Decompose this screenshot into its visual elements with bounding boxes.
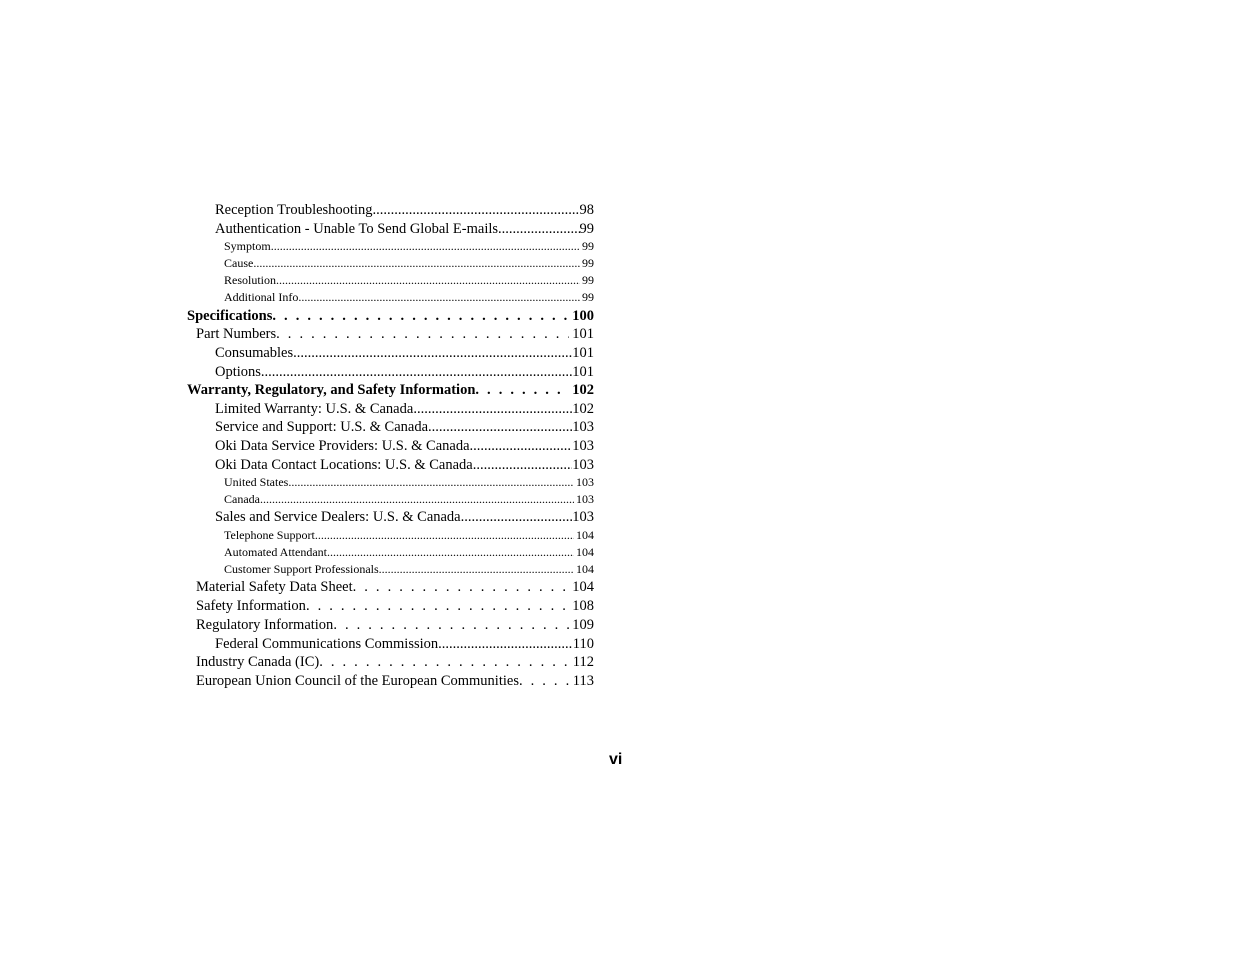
dot-leader [353,578,570,597]
dot-leader [461,508,573,527]
toc-entry[interactable] [187,363,594,382]
dot-leader [253,255,580,272]
toc-entry[interactable] [187,344,594,363]
toc-entry-page: 101 [572,363,594,380]
toc-entry-title: Additional Info [224,290,299,305]
dot-leader [276,325,569,344]
dot-leader [519,672,570,691]
dot-leader [261,363,572,382]
toc-entry[interactable] [187,381,594,400]
toc-entry-title: Oki Data Contact Locations: U.S. & Canada [215,456,473,473]
dot-leader [413,400,572,419]
toc-entry-title: Authentication - Unable To Send Global E-mails [215,220,499,237]
toc-entry-title: Limited Warranty: U.S. & Canada [215,400,414,417]
toc-entry-title: Telephone Support [224,527,315,542]
toc-entry-page: 103 [572,456,594,473]
toc-entry-title: Symptom [224,239,271,254]
toc-entry-page: 99 [582,273,594,288]
toc-entry-title: Consumables [215,344,294,361]
toc-entry-title: Specifications [187,307,273,324]
toc-entry-page: 103 [576,492,594,507]
dot-leader [498,220,579,239]
toc-entry-page: 104 [572,579,594,596]
toc-entry[interactable] [187,418,594,437]
toc-entry-title: Automated Attendant [224,544,327,559]
toc-entry[interactable] [187,220,594,239]
toc-entry-page: 100 [572,307,594,324]
dot-leader [272,307,569,326]
table-of-contents [187,201,594,691]
toc-entry-page: 110 [572,635,594,652]
toc-entry[interactable] [187,289,594,306]
toc-entry-title: Reception Troubleshooting [215,202,373,218]
toc-entry-page: 99 [582,239,594,254]
dot-leader [298,289,580,306]
toc-entry-page: 103 [576,475,594,490]
toc-entry-page: 102 [572,382,594,399]
toc-entry-page: 104 [576,544,594,559]
dot-leader [379,561,574,578]
toc-entry-page: 103 [572,419,594,436]
toc-entry[interactable] [187,491,594,508]
toc-entry-title: Options [215,363,261,380]
toc-entry-page: 102 [572,400,594,417]
toc-entry-title: Safety Information [196,597,306,614]
toc-entry[interactable] [187,616,594,635]
dot-leader [293,344,572,363]
dot-leader [315,527,574,544]
dot-leader [276,272,580,289]
toc-entry[interactable] [187,201,594,220]
toc-entry-title: Canada [224,492,260,507]
dot-leader [319,653,570,672]
toc-entry[interactable] [187,272,594,289]
toc-entry-title: Service and Support: U.S. & Canada [215,419,429,436]
toc-entry-title: Regulatory Information [196,616,334,633]
toc-entry-page: 99 [582,290,594,305]
toc-entry-title: European Union Council of the European Communities [196,672,519,689]
toc-entry-title: Federal Communications Commission [215,635,439,652]
dot-leader [470,437,573,456]
dot-leader [327,544,574,561]
toc-entry-title: Sales and Service Dealers: U.S. & Canada [215,509,461,526]
toc-entry-page: 98 [579,202,594,218]
toc-entry-title: Material Safety Data Sheet [196,579,353,596]
toc-entry-page: 109 [572,616,594,633]
toc-entry[interactable] [187,635,594,654]
toc-entry[interactable] [187,578,594,597]
toc-entry[interactable] [187,672,594,691]
dot-leader [271,238,580,255]
toc-entry-title: Part Numbers [196,326,277,343]
toc-entry-page: 113 [572,672,594,689]
dot-leader [306,597,569,616]
dot-leader [333,616,569,635]
toc-entry-page: 101 [572,344,594,361]
toc-entry-title: Cause [224,256,254,271]
page-number: vi [609,751,623,768]
toc-entry[interactable] [187,544,594,561]
toc-entry[interactable] [187,456,594,475]
dot-leader [438,635,573,654]
toc-entry[interactable] [187,653,594,672]
toc-entry[interactable] [187,508,594,527]
toc-entry-page: 103 [572,509,594,526]
toc-entry[interactable] [187,527,594,544]
toc-entry[interactable] [187,400,594,419]
toc-entry-page: 108 [572,597,594,614]
toc-entry[interactable] [187,255,594,272]
toc-entry[interactable] [187,307,594,326]
toc-entry-page: 99 [582,256,594,271]
dot-leader [373,201,580,220]
toc-entry[interactable] [187,474,594,491]
toc-entry-page: 104 [576,527,594,542]
toc-entry[interactable] [187,561,594,578]
toc-entry-title: Resolution [224,273,277,288]
toc-entry-page: 99 [579,220,594,237]
toc-entry-page: 104 [576,562,594,577]
toc-entry[interactable] [187,437,594,456]
toc-entry-page: 103 [572,437,594,454]
dot-leader [260,491,574,508]
dot-leader [288,474,574,491]
toc-entry[interactable] [187,597,594,616]
toc-entry-page: 101 [572,326,594,343]
toc-entry-title: Oki Data Service Providers: U.S. & Canada [215,437,470,454]
toc-entry-page: 112 [572,654,594,671]
dot-leader [428,418,572,437]
dot-leader [475,381,569,400]
toc-entry-title: United States [224,475,289,490]
toc-entry[interactable] [187,325,594,344]
dot-leader [473,456,573,475]
toc-entry-title: Customer Support Professionals [224,562,379,577]
toc-entry-title: Warranty, Regulatory, and Safety Information [187,382,476,399]
toc-entry[interactable] [187,238,594,255]
toc-entry-title: Industry Canada (IC) [196,654,320,671]
